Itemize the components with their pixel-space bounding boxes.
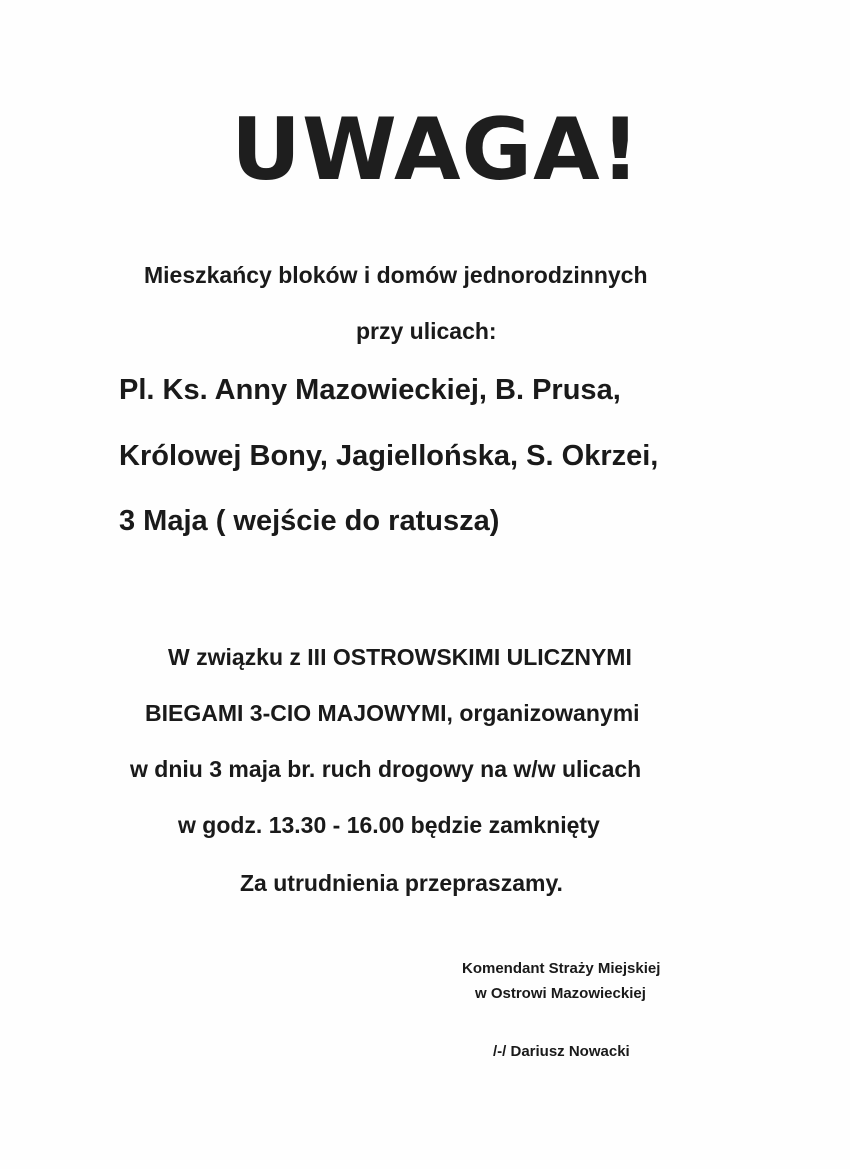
signature-location: w Ostrowi Mazowieckiej bbox=[475, 985, 646, 1002]
body-line-1: W związku z III OSTROWSKIMI ULICZNYMI bbox=[168, 644, 632, 670]
signature-position: Komendant Straży Miejskiej bbox=[462, 960, 661, 977]
street-line-3: 3 Maja ( wejście do ratusza) bbox=[119, 505, 500, 537]
body-line-2: BIEGAMI 3-CIO MAJOWYMI, organizowanymi bbox=[145, 700, 640, 726]
street-line-1: Pl. Ks. Anny Mazowieckiej, B. Prusa, bbox=[119, 374, 621, 406]
body-line-4: w godz. 13.30 - 16.00 będzie zamknięty bbox=[178, 812, 600, 838]
body-line-3: w dniu 3 maja br. ruch drogowy na w/w ulicach bbox=[130, 756, 642, 782]
street-line-2: Królowej Bony, Jagiellońska, S. Okrzei, bbox=[119, 440, 659, 472]
intro-line-1: Mieszkańcy bloków i domów jednorodzinnych bbox=[144, 262, 648, 288]
intro-line-2: przy ulicach: bbox=[356, 318, 497, 344]
notice-title: UWAGA! bbox=[231, 100, 641, 200]
body-line-5: Za utrudnienia przepraszamy. bbox=[240, 870, 563, 896]
signature-name: /-/ Dariusz Nowacki bbox=[493, 1043, 630, 1060]
